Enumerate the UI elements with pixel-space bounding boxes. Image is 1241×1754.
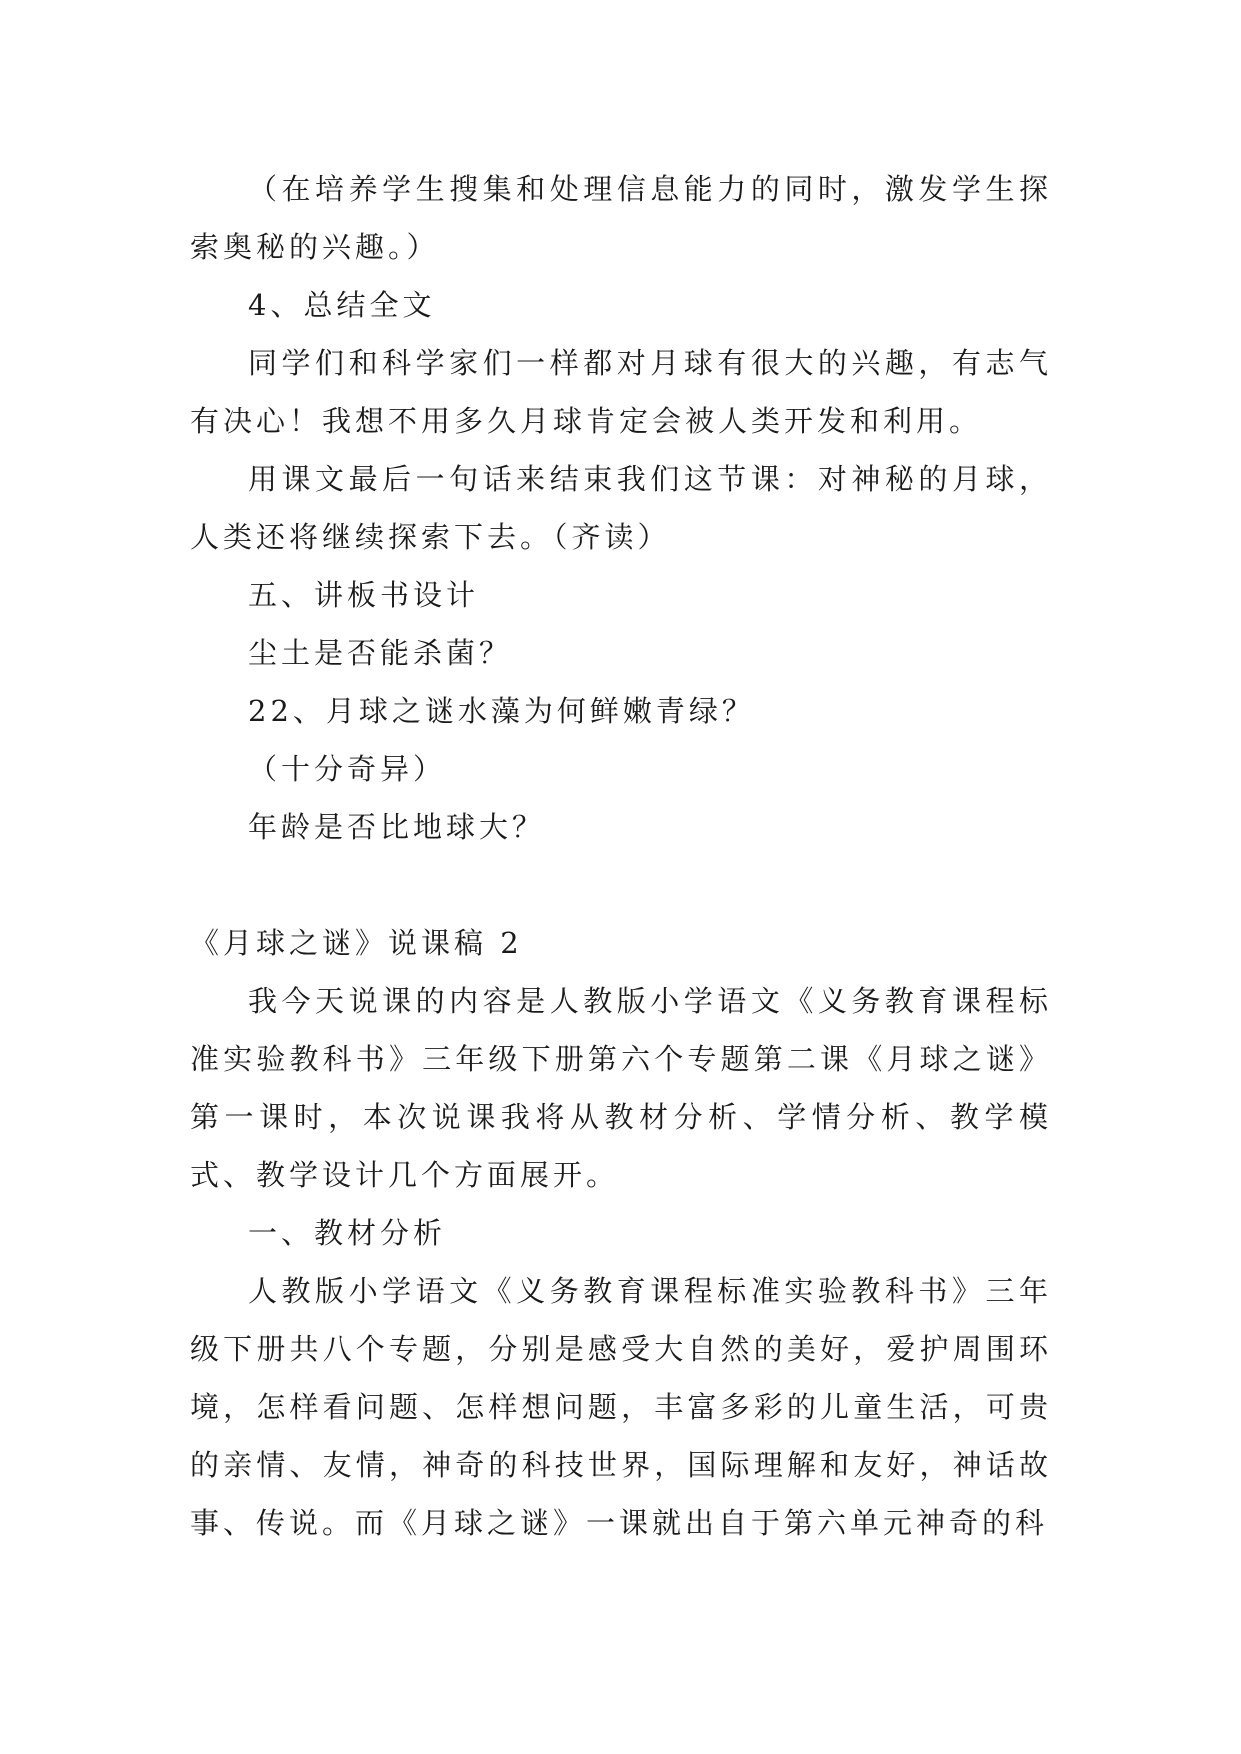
board-line: 尘土是否能杀菌？ — [248, 636, 513, 670]
section-title: 《月球之谜》说课稿 2 — [190, 926, 523, 960]
paragraph: （在培养学生搜集和处理信息能力的同时，激发学生探索奥秘的兴趣。） — [190, 172, 1052, 264]
board-line: 年龄是否比地球大？ — [248, 810, 546, 844]
board-line: 22、月球之谜水藻为何鲜嫩青绿？ — [248, 694, 755, 728]
spacer — [190, 856, 1052, 914]
paragraph: 用课文最后一句话来结束我们这节课：对神秘的月球，人类还将继续探索下去。（齐读） — [190, 462, 1052, 554]
section-heading: 五、讲板书设计 — [248, 578, 480, 612]
paragraph: 同学们和科学家们一样都对月球有很大的兴趣，有志气有决心！我想不用多久月球肯定会被人类开发和利用。 — [190, 346, 1052, 438]
paragraph: 我今天说课的内容是人教版小学语文《义务教育课程标准实验教科书》三年级下册第六个专题第二课《月球之谜》第一课时，本次说课我将从教材分析、学情分析、教学模式、教学设计几个方面展开。 — [190, 984, 1052, 1192]
board-line: （十分奇异） — [248, 752, 447, 786]
section-heading: 4、总结全文 — [248, 288, 436, 322]
section-heading: 一、教材分析 — [248, 1216, 447, 1250]
paragraph: 人教版小学语文《义务教育课程标准实验教科书》三年级下册共八个专题，分别是感受大自然的美好，爱护周围环境，怎样看问题、怎样想问题，丰富多彩的儿童生活，可贵的亲情、友情，神奇的科技世界，国际理解和友好，神话故事、传说。而《月球之谜》一课就出自于第六单元神奇的科 — [190, 1274, 1052, 1540]
document-body — [190, 160, 1052, 1552]
